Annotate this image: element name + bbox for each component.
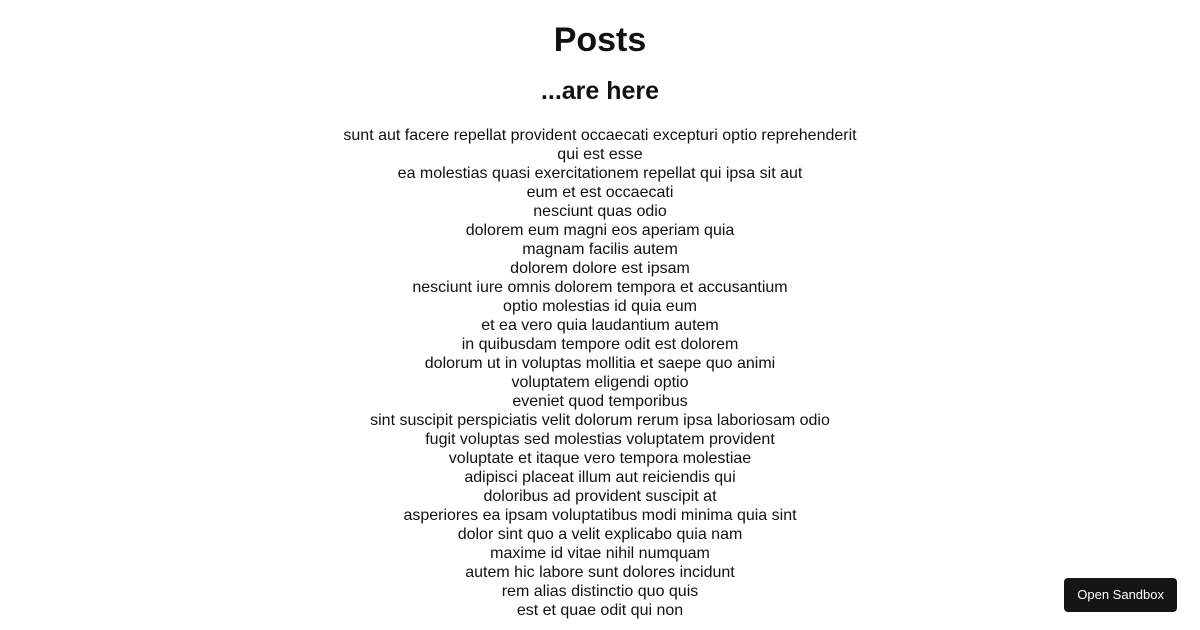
post-title: nesciunt quas odio (533, 203, 667, 220)
open-sandbox-button[interactable]: Open Sandbox (1064, 578, 1177, 612)
post-list (0, 106, 1200, 620)
post-title: eveniet quod temporibus (512, 393, 688, 410)
post-title: eum et est occaecati (526, 184, 674, 201)
post-title: est et quae odit qui non (516, 602, 684, 619)
page-title: Posts (553, 21, 647, 59)
post-title: qui est esse (557, 146, 643, 163)
page-subtitle: ...are here (540, 77, 660, 105)
post-title: voluptatem eligendi optio (511, 374, 689, 391)
post-title: fugit voluptas sed molestias voluptatem provident (425, 431, 775, 448)
post-title: voluptate et itaque vero tempora molestiae (448, 450, 752, 467)
post-title: sint suscipit perspiciatis velit dolorum rerum ipsa laboriosam odio (370, 412, 830, 429)
post-title: dolorem eum magni eos aperiam quia (465, 222, 735, 239)
post-title: rem alias distinctio quo quis (501, 583, 699, 600)
post-title: ea molestias quasi exercitationem repellat qui ipsa sit aut (397, 165, 803, 182)
post-title: optio molestias id quia eum (503, 298, 697, 315)
post-title: dolorum ut in voluptas mollitia et saepe quo animi (424, 355, 776, 372)
post-title: adipisci placeat illum aut reiciendis qui (464, 469, 736, 486)
page-header (0, 0, 1200, 106)
post-title: autem hic labore sunt dolores incidunt (465, 564, 735, 581)
post-title: dolorem dolore est ipsam (510, 260, 690, 277)
post-title: nesciunt iure omnis dolorem tempora et accusantium (412, 279, 788, 296)
post-title: magnam facilis autem (522, 241, 678, 258)
post-title: et ea vero quia laudantium autem (481, 317, 719, 334)
post-title: dolor sint quo a velit explicabo quia nam (457, 526, 743, 543)
post-title: doloribus ad provident suscipit at (483, 488, 717, 505)
post-title: maxime id vitae nihil numquam (490, 545, 710, 562)
post-title: sunt aut facere repellat provident occaecati excepturi optio reprehenderit (343, 127, 857, 144)
post-title: asperiores ea ipsam voluptatibus modi minima quia sint (403, 507, 797, 524)
post-title: in quibusdam tempore odit est dolorem (461, 336, 739, 353)
